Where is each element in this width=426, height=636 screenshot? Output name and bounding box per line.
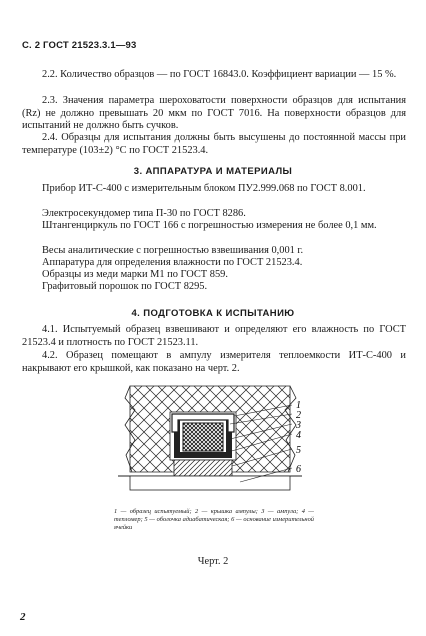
paragraph-2-4: 2.4. Образцы для испытания должны быть высушены до постоянной массы при температуре (103±2) °С по ГОСТ 21523.4. xyxy=(22,132,406,156)
apparatus-item: Графитовый порошок по ГОСТ 8295. xyxy=(42,281,208,292)
page-number: 2 xyxy=(20,611,26,623)
figure-label-1: 1 xyxy=(296,400,301,411)
figure-label-5: 5 xyxy=(296,445,301,456)
figure-label-2: 2 xyxy=(296,410,301,421)
figure-caption: 1 — образец испытуемый; 2 — крышка ампулы; 3 — ампула; 4 — тепломер; 5 — оболочка адиабатическая; 6 — основание измерительной ячейки xyxy=(114,508,314,531)
figure-label-3: 3 xyxy=(296,420,301,431)
apparatus-item: Образцы из меди марки М1 по ГОСТ 859. xyxy=(42,269,228,280)
figure-label-6: 6 xyxy=(296,464,301,475)
page-header: С. 2 ГОСТ 21523.3.1—93 xyxy=(22,40,137,51)
apparatus-item: Аппаратура для определения влажности по ГОСТ 21523.4. xyxy=(42,257,303,268)
paragraph-4-1: 4.1. Испытуемый образец взвешивают и определяют его влажность по ГОСТ 21523.4 и плотность по ГОСТ 21523.11. xyxy=(22,324,406,348)
paragraph-4-2: 4.2. Образец помещают в ампулу измерителя теплоемкости ИТ-С-400 и накрывают его крышкой, как показано на черт. 2. xyxy=(22,350,406,374)
paragraph-2-3: 2.3. Значения параметра шероховатости поверхности образцов для испытания (Rz) не должно превышать 20 мкм по ГОСТ 7016. На поверхности образцов для испытаний не должно быть сучков. xyxy=(22,95,406,132)
paragraph-2-2: 2.2. Количество образцов — по ГОСТ 16843.0. Коэффициент вариации — 15 %. xyxy=(42,69,397,80)
section-title-preparation: 4. ПОДГОТОВКА К ИСПЫТАНИЮ xyxy=(131,308,295,319)
heat-meter xyxy=(174,460,232,476)
apparatus-item: Весы аналитические с погрешностью взвешивания 0,001 г. xyxy=(42,245,304,256)
apparatus-item: Электросекундомер типа П-30 по ГОСТ 8286. xyxy=(42,208,246,219)
section-title-apparatus: 3. АППАРАТУРА И МАТЕРИАЛЫ xyxy=(133,166,293,177)
cell-base xyxy=(130,476,290,490)
figure-label-4: 4 xyxy=(296,430,301,441)
apparatus-item: Штангенциркуль по ГОСТ 166 с погрешностью измерения не более 0,1 мм. xyxy=(42,220,377,231)
sample xyxy=(183,423,223,451)
figure-title: Черт. 2 xyxy=(197,556,229,567)
apparatus-item: Прибор ИТ-С-400 с измерительным блоком ПУ2.999.068 по ГОСТ 8.001. xyxy=(42,183,366,194)
